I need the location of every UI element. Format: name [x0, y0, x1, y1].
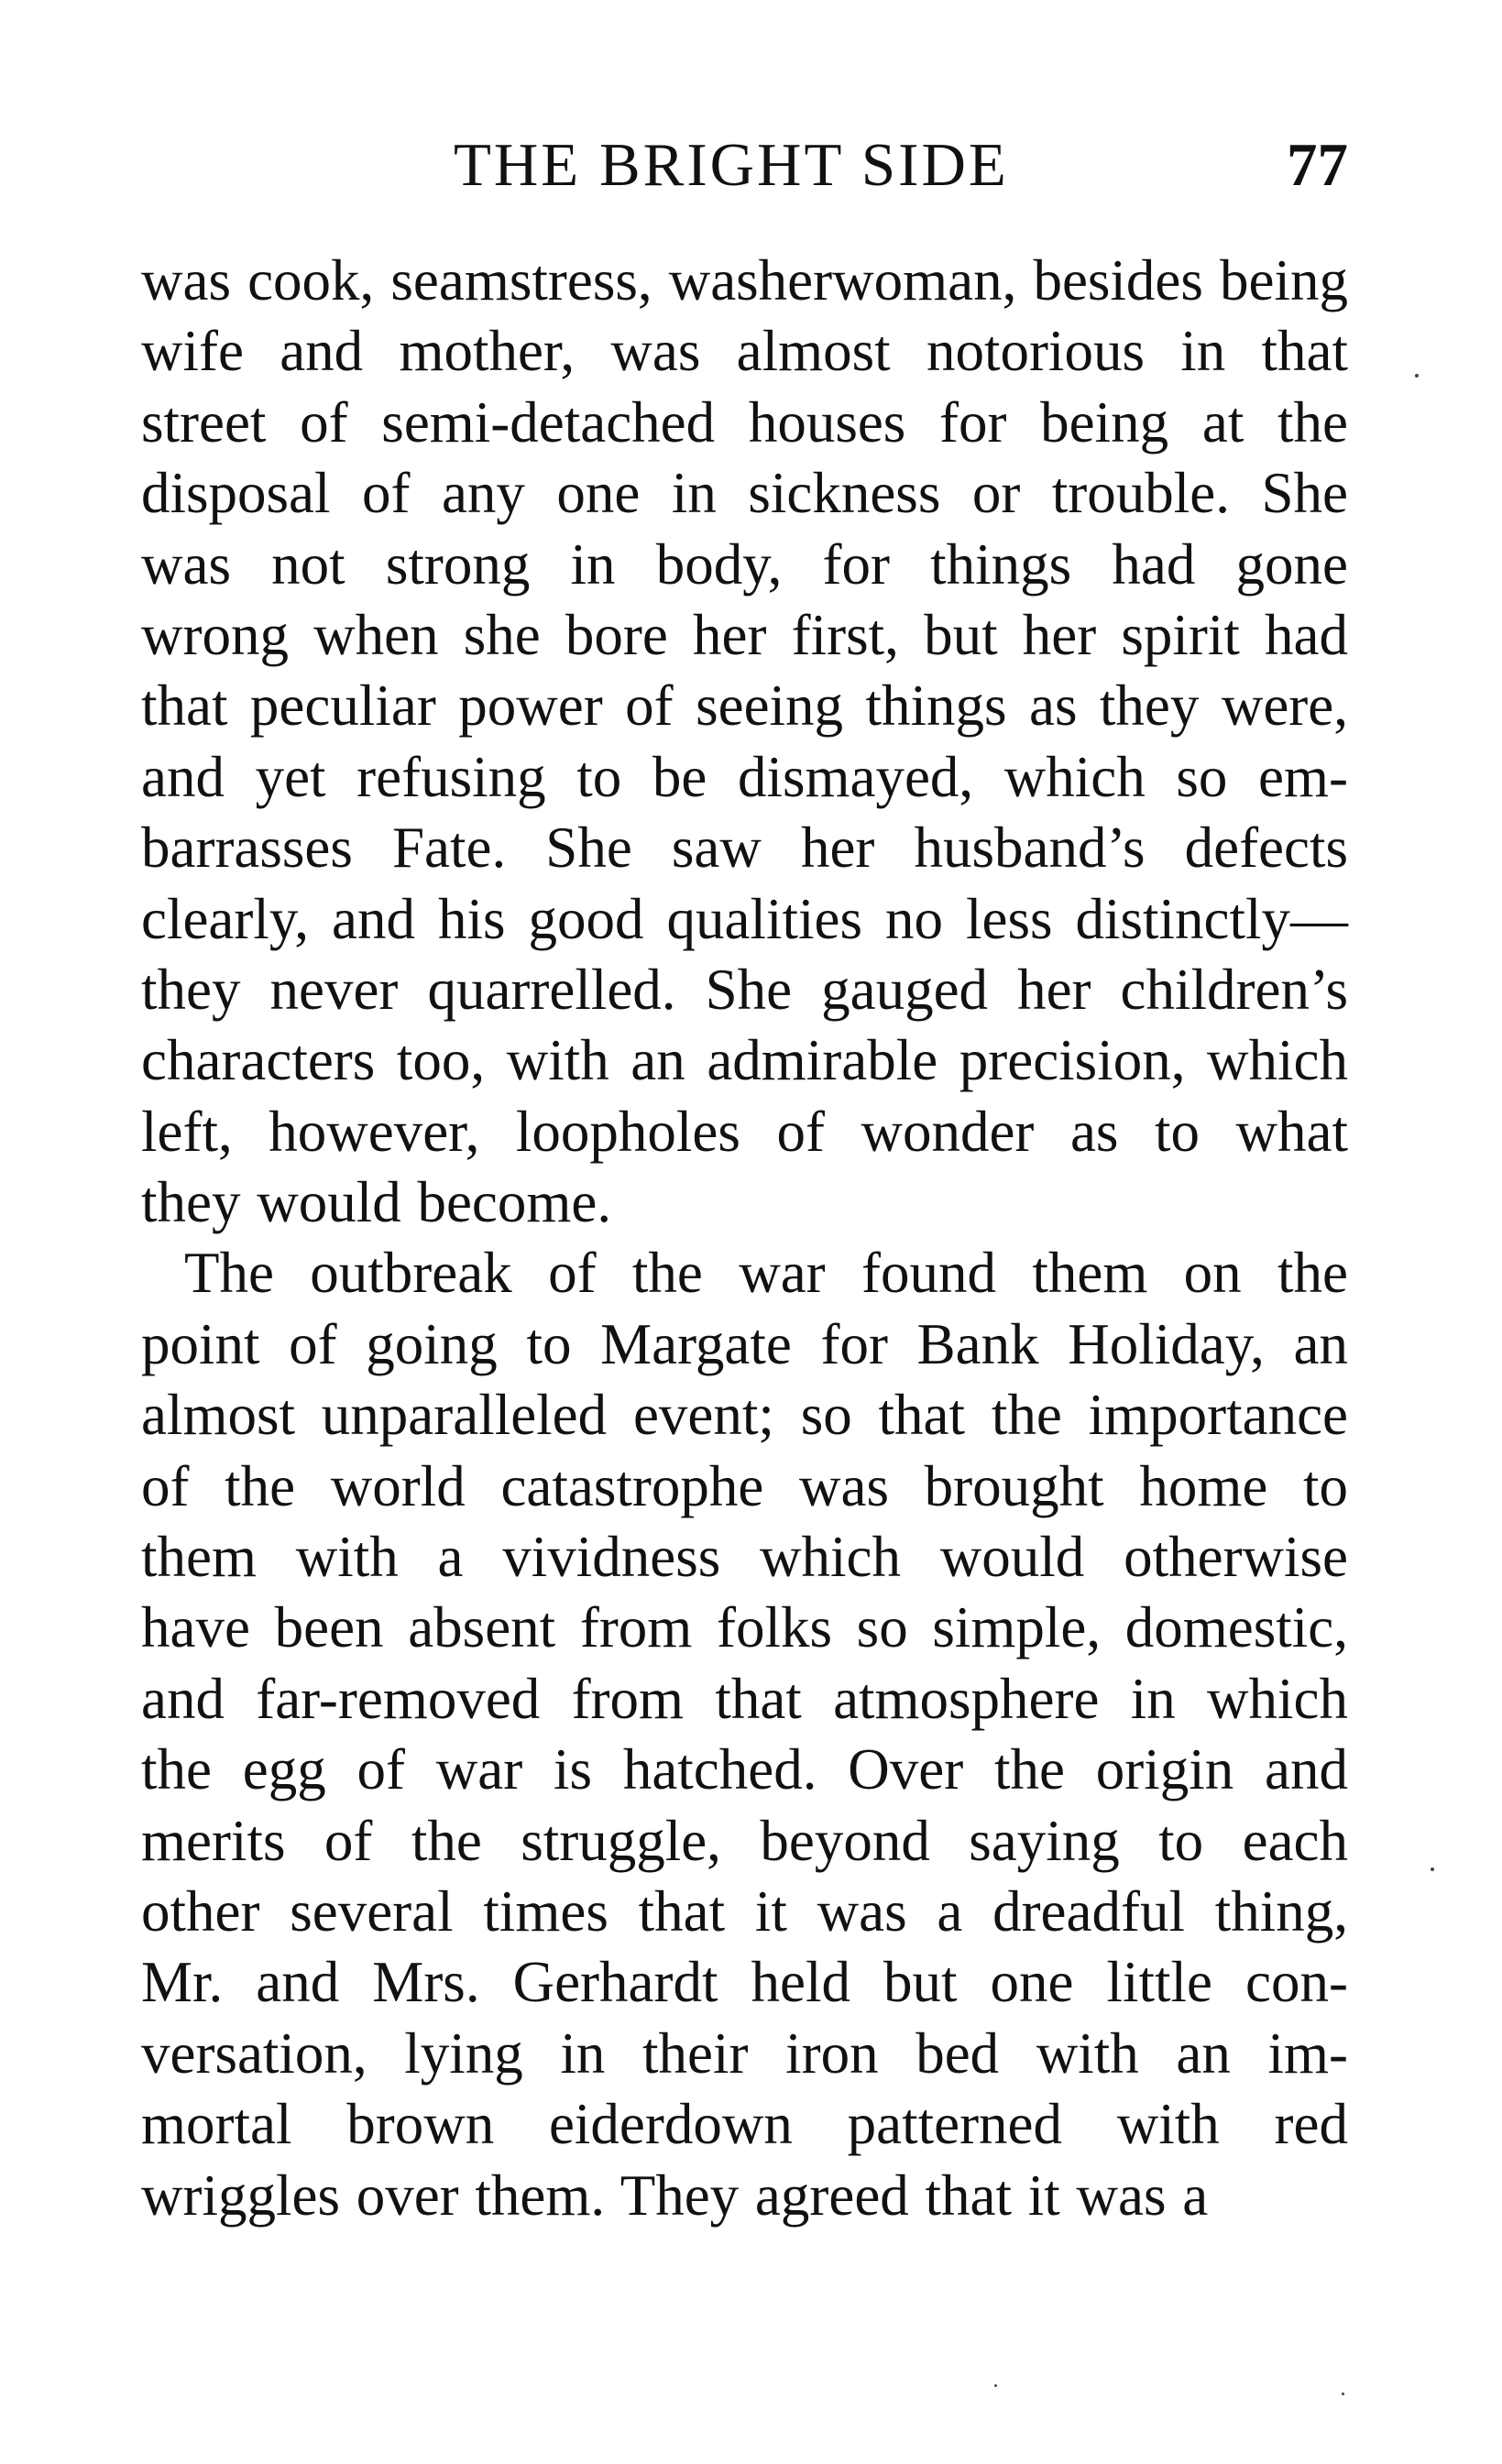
- text-line: was not strong in body, for things had gone: [141, 531, 1348, 597]
- print-speck: [1342, 2393, 1344, 2395]
- text-line: they would become.: [141, 1170, 612, 1235]
- paragraph: [141, 1238, 1348, 2230]
- text-line: have been absent from folks so simple, domestic,: [141, 1595, 1348, 1660]
- text-line: versation, lying in their iron bed with an im-: [141, 2020, 1348, 2086]
- text-line: of the world catastrophe was brought home to: [141, 1453, 1348, 1518]
- text-line: disposal of any one in sickness or trouble. She: [141, 461, 1348, 526]
- text-line: point of going to Margate for Bank Holiday, an: [141, 1311, 1348, 1376]
- text-line: the egg of war is hatched. Over the origin and: [141, 1737, 1348, 1802]
- text-line: left, however, loopholes of wonder as to what: [141, 1099, 1348, 1164]
- text-line: wriggles over them. They agreed that it was a: [141, 2163, 1209, 2228]
- text-line: mortal brown eiderdown patterned with red: [141, 2092, 1348, 2157]
- text-line: Mr. and Mrs. Gerhardt held but one little con-: [141, 1950, 1348, 2015]
- print-speck: [1431, 1867, 1434, 1871]
- text-line: wrong when she bore her first, but her spirit had: [141, 602, 1348, 667]
- running-header: [141, 128, 1348, 202]
- paragraph: [141, 246, 1348, 1238]
- text-line: them with a vividness which would otherwise: [141, 1525, 1348, 1590]
- text-line: characters too, with an admirable precision, which: [141, 1028, 1348, 1093]
- text-line: wife and mother, was almost notorious in that: [141, 319, 1348, 384]
- text-line: street of semi-detached houses for being at the: [141, 389, 1348, 454]
- body-text: [141, 246, 1348, 2231]
- text-line: merits of the struggle, beyond saying to each: [141, 1808, 1348, 1873]
- text-line: that peculiar power of seeing things as they were,: [141, 673, 1348, 739]
- text-line: clearly, and his good qualities no less distinctly—: [141, 886, 1348, 951]
- print-speck: [1415, 374, 1419, 378]
- text-line: was cook, seamstress, washerwoman, besides being: [141, 248, 1348, 312]
- text-line: other several times that it was a dreadful thing,: [141, 1878, 1348, 1944]
- text-line: and yet refusing to be dismayed, which so em-: [141, 744, 1348, 809]
- running-title: THE BRIGHT SIDE: [454, 131, 1009, 199]
- text-line: The outbreak of the war found them on the: [184, 1241, 1348, 1306]
- text-line: almost unparalleled event; so that the importance: [141, 1383, 1348, 1448]
- text-line: they never quarrelled. She gauged her children’s: [141, 957, 1348, 1022]
- text-line: barrasses Fate. She saw her husband’s defects: [141, 816, 1348, 881]
- page-number: 77: [1287, 131, 1348, 199]
- text-line: and far-removed from that atmosphere in which: [141, 1666, 1348, 1731]
- print-speck: [994, 2384, 997, 2387]
